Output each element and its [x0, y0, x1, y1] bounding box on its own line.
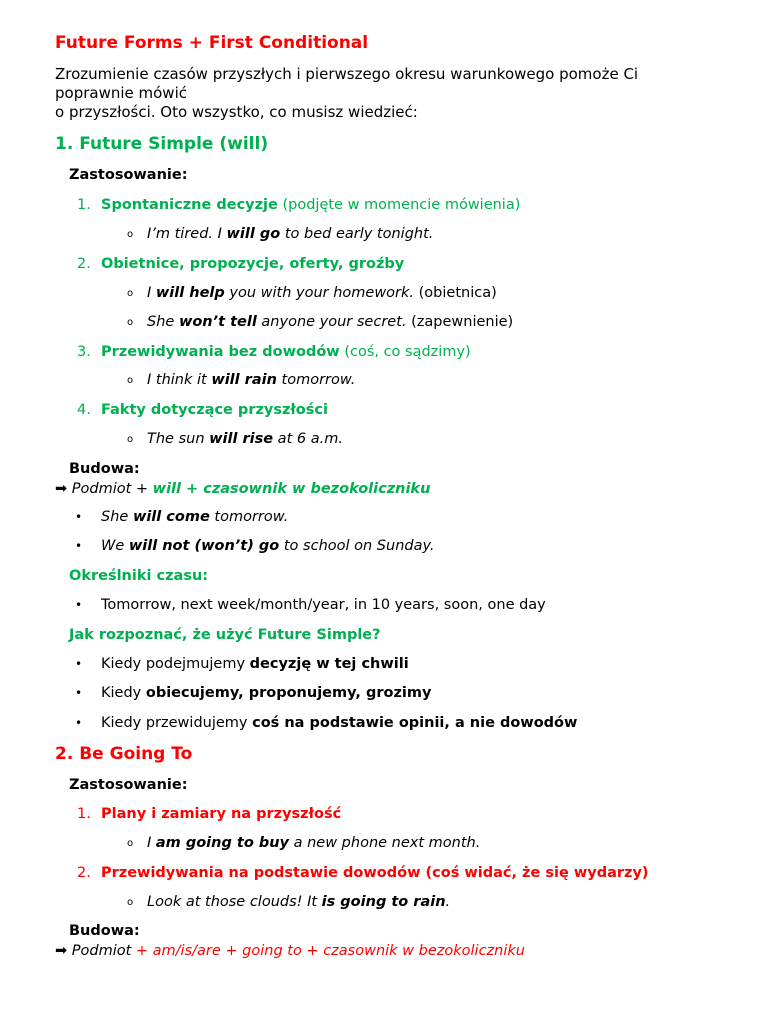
- section1-heading: 1. Future Simple (will): [55, 134, 269, 154]
- circle-bullet-icon: o: [127, 897, 134, 908]
- example-sentence: o I will help you with your homework. (obietnica): [127, 285, 497, 301]
- time-expression-item: • Tomorrow, next week/month/year, in 10 years, soon, one day: [75, 597, 546, 613]
- structure-example: • We will not (won’t) go to school on Sunday.: [75, 538, 435, 554]
- section2-usage-label: Zastosowanie:: [69, 777, 188, 793]
- bullet-icon: •: [75, 598, 83, 612]
- arrow-icon: ➡: [55, 481, 68, 497]
- circle-bullet-icon: o: [127, 229, 134, 240]
- circle-bullet-icon: o: [127, 317, 134, 328]
- section1-item-3: 3. Przewidywania bez dowodów (coś, co sądzimy): [77, 344, 471, 360]
- section2-structure-formula: ➡ Podmiot + am/is/are + going to + czasownik w bezokoliczniku: [55, 943, 525, 959]
- section1-time-label: Określniki czasu:: [69, 568, 209, 584]
- intro-line: Zrozumienie czasów przyszłych i pierwszego okresu warunkowego pomoże Ci: [55, 65, 639, 83]
- section1-usage-label: Zastosowanie:: [69, 167, 188, 183]
- circle-bullet-icon: o: [127, 288, 134, 299]
- structure-example: • She will come tomorrow.: [75, 509, 289, 525]
- section1-structure-formula: ➡ Podmiot + will + czasownik w bezokoliczniku: [55, 481, 431, 497]
- recognize-item: • Kiedy obiecujemy, proponujemy, grozimy: [75, 685, 432, 701]
- bullet-icon: •: [75, 686, 83, 700]
- circle-bullet-icon: o: [127, 838, 134, 849]
- intro-line: o przyszłości. Oto wszystko, co musisz wiedzieć:: [55, 103, 418, 121]
- example-sentence: o I think it will rain tomorrow.: [127, 372, 356, 388]
- section1-item-1: 1. Spontaniczne decyzje (podjęte w momencie mówienia): [77, 197, 521, 213]
- document-title: Future Forms + First Conditional: [55, 33, 369, 53]
- section1-item-2: 2. Obietnice, propozycje, oferty, groźby: [77, 256, 405, 272]
- example-sentence: o The sun will rise at 6 a.m.: [127, 431, 343, 447]
- recognize-item: • Kiedy przewidujemy coś na podstawie opinii, a nie dowodów: [75, 715, 578, 731]
- bullet-icon: •: [75, 657, 83, 671]
- section2-heading: 2. Be Going To: [55, 744, 193, 764]
- section2-item-2: 2. Przewidywania na podstawie dowodów (coś widać, że się wydarzy): [77, 865, 649, 881]
- section1-item-4: 4. Fakty dotyczące przyszłości: [77, 402, 328, 418]
- example-sentence: o I’m tired. I will go to bed early tonight.: [127, 226, 434, 242]
- section1-structure-label: Budowa:: [69, 461, 140, 477]
- example-sentence: o She won’t tell anyone your secret. (zapewnienie): [127, 314, 514, 330]
- circle-bullet-icon: o: [127, 434, 134, 445]
- bullet-icon: •: [75, 716, 83, 730]
- bullet-icon: •: [75, 539, 83, 553]
- section2-structure-label: Budowa:: [69, 923, 140, 939]
- intro-line: poprawnie mówić: [55, 84, 187, 102]
- example-sentence: o I am going to buy a new phone next month.: [127, 835, 481, 851]
- example-sentence: o Look at those clouds! It is going to rain.: [127, 894, 451, 910]
- section2-item-1: 1. Plany i zamiary na przyszłość: [77, 806, 342, 822]
- arrow-icon: ➡: [55, 943, 68, 959]
- bullet-icon: •: [75, 510, 83, 524]
- intro-paragraph: [55, 65, 695, 122]
- recognize-item: • Kiedy podejmujemy decyzję w tej chwili: [75, 656, 409, 672]
- circle-bullet-icon: o: [127, 375, 134, 386]
- section1-recognize-label: Jak rozpoznać, że użyć Future Simple?: [69, 627, 381, 643]
